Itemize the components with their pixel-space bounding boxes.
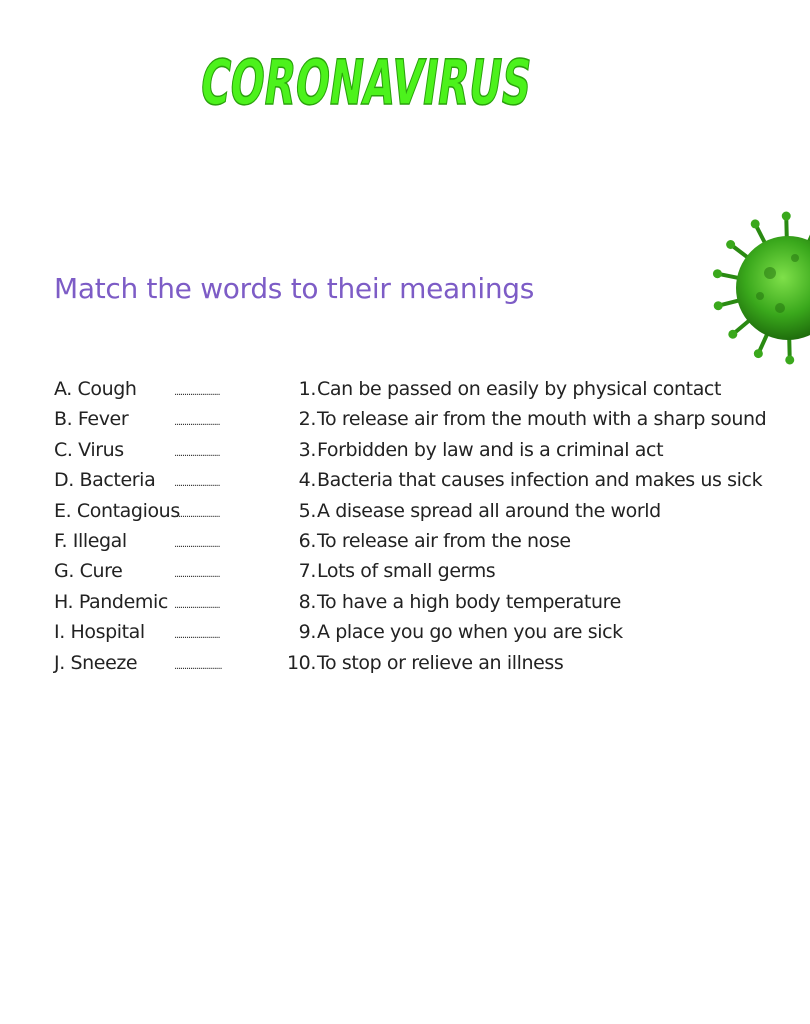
term-label: G. Cure [54, 560, 123, 583]
match-row [0, 527, 768, 557]
meaning-text: Can be passed on easily by physical contact [317, 378, 722, 400]
meaning-number: 5. [298, 499, 316, 522]
meaning-number: 7. [298, 560, 316, 583]
meaning-text: A place you go when you are sick [317, 621, 623, 644]
answer-blank[interactable]: ....................... [174, 569, 220, 581]
term-label: C. Virus [54, 438, 124, 461]
answer-blank[interactable]: ....................... [174, 630, 220, 642]
instructions-heading: Match the words to their meanings [54, 272, 535, 305]
match-row [0, 557, 768, 587]
matching-list [0, 375, 768, 679]
virus-icon [710, 178, 810, 398]
term-label: B. Fever [54, 408, 129, 431]
term-label: I. Hospital [54, 621, 145, 644]
match-row [0, 466, 768, 496]
term-label: J. Sneeze [54, 651, 138, 674]
meaning-number: 1. [298, 378, 316, 400]
answer-blank[interactable]: ....................... [174, 387, 220, 398]
title-text: CORONAVIRUS [195, 46, 715, 119]
meaning-text: Bacteria that causes infection and makes us sick [317, 469, 763, 492]
match-row [0, 375, 768, 405]
term-label: F. Illegal [54, 529, 127, 552]
meaning-text: To have a high body temperature [317, 590, 621, 613]
term-label: A. Cough [54, 378, 137, 400]
meaning-text: Lots of small germs [317, 560, 496, 583]
meaning-number: 6. [298, 529, 316, 552]
answer-blank[interactable]: ....................... [174, 599, 220, 611]
match-row [0, 405, 768, 435]
virus-illustration [710, 178, 810, 398]
meaning-text: To release air from the nose [317, 529, 571, 552]
answer-blank[interactable]: ....................... [174, 417, 220, 429]
match-row [0, 649, 768, 679]
match-row [0, 497, 768, 527]
match-row [0, 618, 768, 648]
meaning-text: Forbidden by law and is a criminal act [317, 438, 664, 461]
meaning-number: 4. [298, 469, 316, 492]
answer-blank[interactable]: ....................... [174, 447, 220, 459]
answer-blank[interactable]: ....................... [174, 478, 220, 490]
match-row [0, 436, 768, 466]
answer-blank[interactable]: ....................... [174, 538, 220, 550]
match-row [0, 588, 768, 618]
meaning-text: To stop or relieve an illness [317, 651, 564, 674]
meaning-number: 3. [298, 438, 316, 461]
term-label: D. Bacteria [54, 469, 156, 492]
meaning-number: 8. [298, 590, 316, 613]
term-label: E. Contagious [54, 499, 180, 522]
answer-blank[interactable]: ........................ [174, 660, 222, 672]
title-graphic [192, 30, 715, 120]
meaning-number: 10. [286, 651, 316, 674]
meaning-number: 9. [298, 621, 316, 644]
term-label: H. Pandemic [54, 590, 168, 613]
meaning-number: 2. [298, 408, 316, 431]
worksheet-title [192, 30, 715, 120]
meaning-text: To release air from the mouth with a sharp sound [317, 408, 767, 431]
answer-blank[interactable]: ....................... [174, 508, 220, 520]
meaning-text: A disease spread all around the world [317, 499, 661, 522]
